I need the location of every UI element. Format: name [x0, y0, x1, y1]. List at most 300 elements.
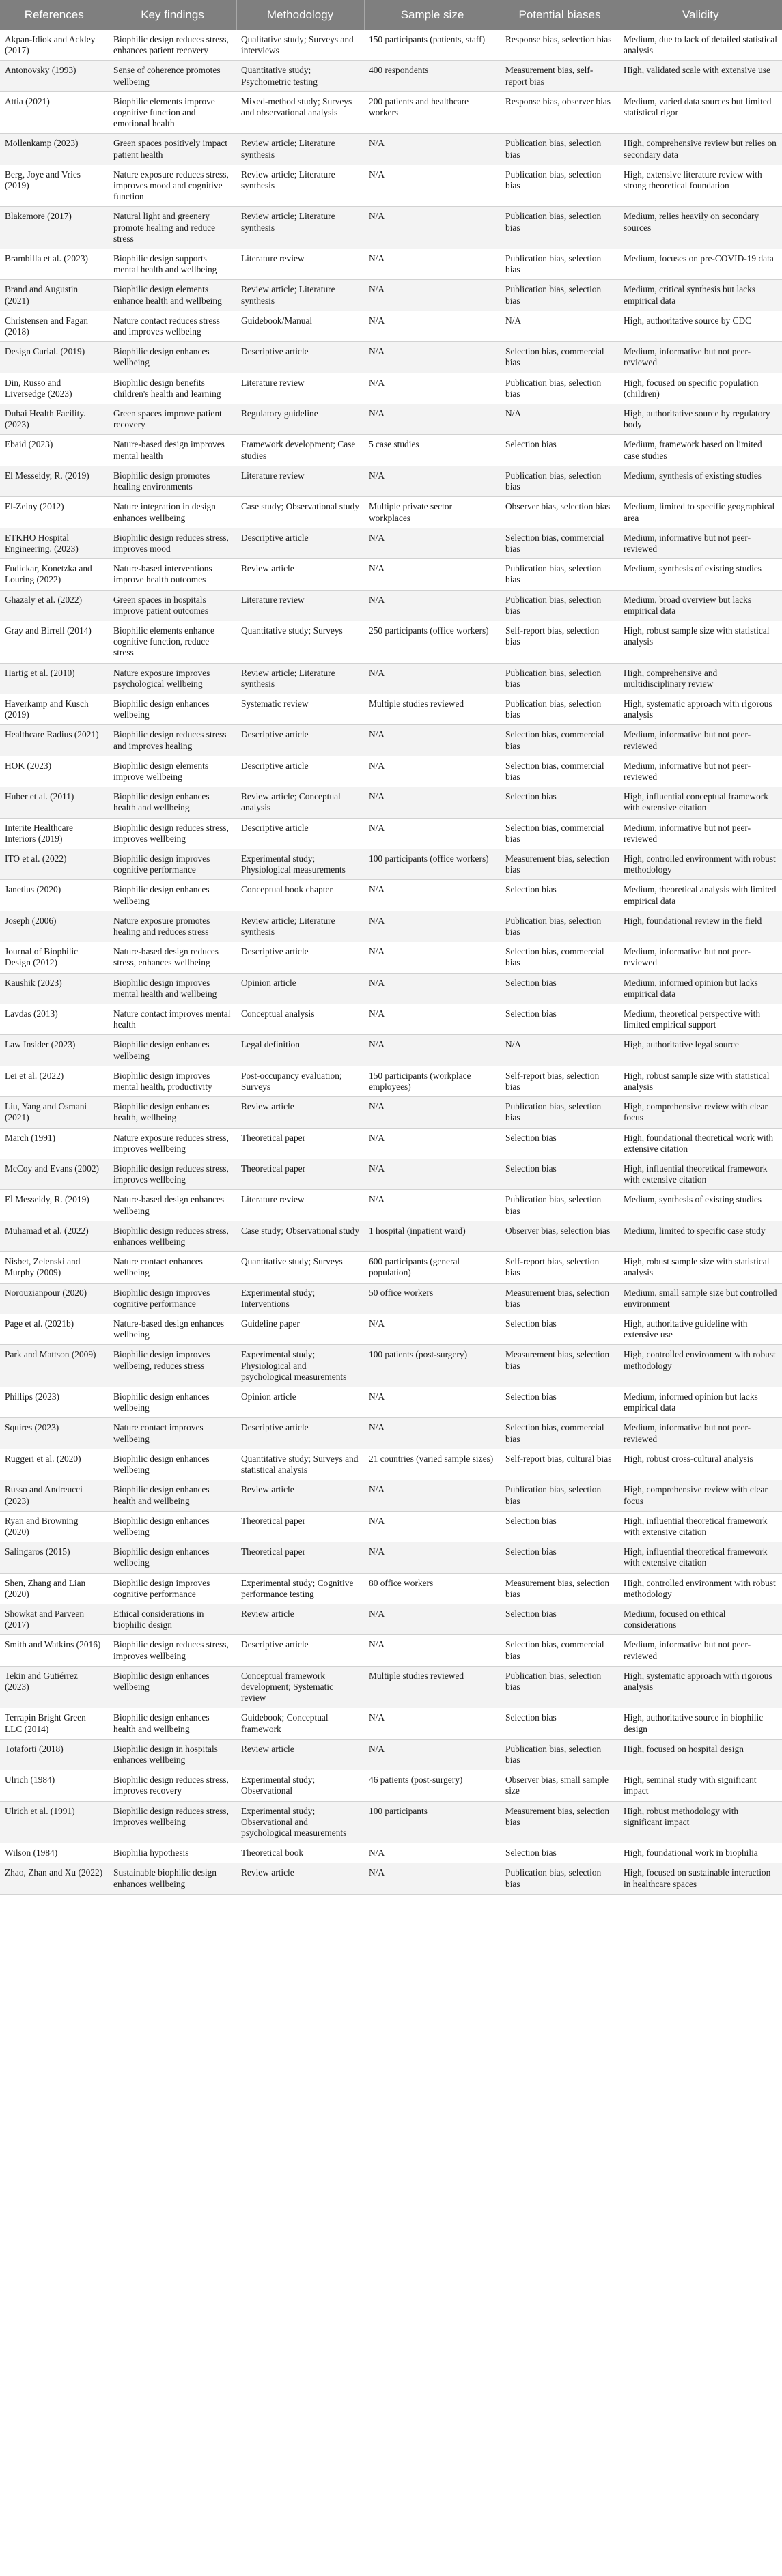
cell-sample-size: 80 office workers [364, 1573, 501, 1604]
cell-validity: High, validated scale with extensive use [619, 61, 782, 91]
cell-potential-biases: Self-report bias, selection bias [501, 621, 619, 663]
cell-sample-size: N/A [364, 942, 501, 973]
cell-potential-biases: N/A [501, 311, 619, 341]
cell-potential-biases: Selection bias [501, 1128, 619, 1159]
table-row [0, 1739, 782, 1770]
cell-potential-biases: Selection bias [501, 1314, 619, 1345]
cell-reference: Page et al. (2021b) [0, 1314, 109, 1345]
cell-methodology: Quantitative study; Surveys [236, 1252, 364, 1283]
cell-key-findings: Nature exposure improves psychological wellbeing [109, 663, 236, 694]
cell-potential-biases: Publication bias, selection bias [501, 911, 619, 942]
table-row [0, 249, 782, 280]
cell-potential-biases: Observer bias, small sample size [501, 1770, 619, 1801]
cell-sample-size: 1 hospital (inpatient ward) [364, 1221, 501, 1251]
cell-sample-size: N/A [364, 466, 501, 496]
cell-sample-size: 400 respondents [364, 61, 501, 91]
cell-sample-size: 46 patients (post-surgery) [364, 1770, 501, 1801]
cell-methodology: Opinion article [236, 1387, 364, 1418]
cell-reference: March (1991) [0, 1128, 109, 1159]
cell-sample-size: Multiple studies reviewed [364, 694, 501, 724]
cell-validity: High, authoritative source by regulatory body [619, 404, 782, 435]
cell-sample-size: 50 office workers [364, 1283, 501, 1314]
cell-methodology: Theoretical paper [236, 1511, 364, 1542]
cell-potential-biases: Publication bias, selection bias [501, 1666, 619, 1708]
cell-key-findings: Nature-based interventions improve health outcomes [109, 559, 236, 590]
cell-potential-biases: N/A [501, 1035, 619, 1066]
cell-methodology: Quantitative study; Surveys and statistical analysis [236, 1449, 364, 1480]
cell-potential-biases: Selection bias [501, 1542, 619, 1573]
cell-methodology: Review article [236, 1480, 364, 1511]
table-row [0, 342, 782, 373]
cell-validity: Medium, framework based on limited case studies [619, 435, 782, 466]
cell-methodology: Literature review [236, 249, 364, 280]
cell-methodology: Theoretical paper [236, 1542, 364, 1573]
cell-methodology: Review article; Literature synthesis [236, 165, 364, 207]
cell-key-findings: Biophilic design improves mental health and wellbeing [109, 973, 236, 1004]
cell-validity: Medium, informative but not peer-reviewed [619, 528, 782, 558]
cell-potential-biases: Selection bias [501, 1604, 619, 1634]
cell-validity: High, controlled environment with robust methodology [619, 1573, 782, 1604]
cell-potential-biases: Publication bias, selection bias [501, 280, 619, 311]
cell-validity: Medium, small sample size but controlled environment [619, 1283, 782, 1314]
cell-key-findings: Green spaces positively impact patient health [109, 134, 236, 165]
cell-sample-size: N/A [364, 1480, 501, 1511]
table-row [0, 497, 782, 528]
cell-potential-biases: Self-report bias, selection bias [501, 1066, 619, 1096]
table-row [0, 1666, 782, 1708]
cell-validity: High, systematic approach with rigorous analysis [619, 694, 782, 724]
cell-methodology: Descriptive article [236, 1418, 364, 1449]
cell-methodology: Quantitative study; Psychometric testing [236, 61, 364, 91]
cell-methodology: Literature review [236, 1190, 364, 1221]
cell-potential-biases: Measurement bias, selection bias [501, 1801, 619, 1843]
cell-reference: Dubai Health Facility. (2023) [0, 404, 109, 435]
cell-methodology: Legal definition [236, 1035, 364, 1066]
cell-reference: Law Insider (2023) [0, 1035, 109, 1066]
cell-key-findings: Biophilic design improves mental health, productivity [109, 1066, 236, 1096]
cell-key-findings: Biophilic design enhances wellbeing [109, 1387, 236, 1418]
cell-validity: High, authoritative guideline with extensive use [619, 1314, 782, 1345]
cell-key-findings: Sustainable biophilic design enhances wellbeing [109, 1863, 236, 1894]
cell-validity: High, focused on specific population (children) [619, 373, 782, 404]
cell-key-findings: Biophilic design reduces stress, enhances wellbeing [109, 1221, 236, 1251]
cell-methodology: Qualitative study; Surveys and interviews [236, 30, 364, 61]
cell-reference: Salingaros (2015) [0, 1542, 109, 1573]
cell-potential-biases: Selection bias, commercial bias [501, 725, 619, 756]
cell-potential-biases: Self-report bias, selection bias [501, 1252, 619, 1283]
cell-key-findings: Nature exposure promotes healing and reduces stress [109, 911, 236, 942]
cell-methodology: Case study; Observational study [236, 1221, 364, 1251]
table-row [0, 373, 782, 404]
cell-reference: Haverkamp and Kusch (2019) [0, 694, 109, 724]
table-row [0, 134, 782, 165]
cell-validity: High, seminal study with significant impact [619, 1770, 782, 1801]
cell-key-findings: Biophilic design enhances wellbeing [109, 1449, 236, 1480]
cell-key-findings: Biophilic design supports mental health and wellbeing [109, 249, 236, 280]
cell-validity: High, controlled environment with robust methodology [619, 1345, 782, 1387]
table-row [0, 725, 782, 756]
cell-sample-size: N/A [364, 1708, 501, 1739]
cell-validity: High, foundational work in biophilia [619, 1843, 782, 1863]
table-row [0, 280, 782, 311]
cell-potential-biases: Measurement bias, selection bias [501, 1345, 619, 1387]
cell-sample-size: 100 participants [364, 1801, 501, 1843]
cell-key-findings: Biophilic design enhances wellbeing [109, 1542, 236, 1573]
cell-reference: Hartig et al. (2010) [0, 663, 109, 694]
cell-potential-biases: Selection bias, commercial bias [501, 942, 619, 973]
cell-key-findings: Biophilic design in hospitals enhances wellbeing [109, 1739, 236, 1770]
cell-sample-size: N/A [364, 1542, 501, 1573]
table-row [0, 1604, 782, 1634]
cell-key-findings: Biophilic design elements enhance health and wellbeing [109, 280, 236, 311]
cell-sample-size: N/A [364, 1314, 501, 1345]
table-row [0, 849, 782, 879]
cell-methodology: Descriptive article [236, 1635, 364, 1666]
table-row [0, 1314, 782, 1345]
cell-reference: Gray and Birrell (2014) [0, 621, 109, 663]
cell-methodology: Experimental study; Observational [236, 1770, 364, 1801]
cell-sample-size: N/A [364, 1190, 501, 1221]
cell-potential-biases: Selection bias [501, 435, 619, 466]
cell-validity: Medium, relies heavily on secondary sources [619, 207, 782, 249]
cell-methodology: Opinion article [236, 973, 364, 1004]
cell-validity: High, comprehensive review with clear focus [619, 1480, 782, 1511]
cell-sample-size: N/A [364, 207, 501, 249]
cell-validity: High, extensive literature review with strong theoretical foundation [619, 165, 782, 207]
table-row [0, 311, 782, 341]
cell-key-findings: Biophilic design improves wellbeing, reduces stress [109, 1345, 236, 1387]
cell-key-findings: Nature-based design improves mental health [109, 435, 236, 466]
cell-potential-biases: Selection bias, commercial bias [501, 528, 619, 558]
cell-reference: Huber et al. (2011) [0, 787, 109, 818]
cell-potential-biases: Selection bias [501, 1004, 619, 1035]
cell-validity: High, comprehensive and multidisciplinary review [619, 663, 782, 694]
table-row [0, 1573, 782, 1604]
table-row [0, 973, 782, 1004]
cell-sample-size: N/A [364, 311, 501, 341]
cell-methodology: Descriptive article [236, 725, 364, 756]
cell-potential-biases: Publication bias, selection bias [501, 1097, 619, 1128]
cell-key-findings: Biophilic design reduces stress, improves wellbeing [109, 1159, 236, 1190]
cell-methodology: Descriptive article [236, 528, 364, 558]
cell-sample-size: N/A [364, 590, 501, 621]
cell-sample-size: N/A [364, 787, 501, 818]
cell-validity: High, robust sample size with statistical analysis [619, 1252, 782, 1283]
cell-reference: Journal of Biophilic Design (2012) [0, 942, 109, 973]
cell-sample-size: N/A [364, 1128, 501, 1159]
cell-reference: Phillips (2023) [0, 1387, 109, 1418]
cell-key-findings: Nature contact improves mental health [109, 1004, 236, 1035]
cell-methodology: Mixed-method study; Surveys and observational analysis [236, 91, 364, 134]
table-row [0, 165, 782, 207]
table-row [0, 590, 782, 621]
header-references: References [0, 0, 109, 30]
cell-sample-size: N/A [364, 1418, 501, 1449]
cell-sample-size: N/A [364, 404, 501, 435]
cell-potential-biases: Publication bias, selection bias [501, 559, 619, 590]
cell-reference: El Messeidy, R. (2019) [0, 1190, 109, 1221]
cell-methodology: Review article; Literature synthesis [236, 207, 364, 249]
header-potential-biases: Potential biases [501, 0, 619, 30]
table-row [0, 756, 782, 787]
cell-potential-biases: Selection bias [501, 1708, 619, 1739]
cell-sample-size: N/A [364, 1035, 501, 1066]
cell-reference: Ryan and Browning (2020) [0, 1511, 109, 1542]
cell-reference: Ulrich et al. (1991) [0, 1801, 109, 1843]
cell-reference: Attia (2021) [0, 91, 109, 134]
cell-key-findings: Nature-based design enhances wellbeing [109, 1190, 236, 1221]
table-row [0, 30, 782, 61]
cell-methodology: Regulatory guideline [236, 404, 364, 435]
table-header [0, 0, 782, 30]
cell-potential-biases: Selection bias [501, 787, 619, 818]
cell-validity: High, influential theoretical framework with extensive citation [619, 1511, 782, 1542]
cell-sample-size: N/A [364, 249, 501, 280]
cell-potential-biases: Publication bias, selection bias [501, 1190, 619, 1221]
cell-sample-size: N/A [364, 1739, 501, 1770]
cell-key-findings: Green spaces in hospitals improve patient outcomes [109, 590, 236, 621]
cell-reference: Brand and Augustin (2021) [0, 280, 109, 311]
cell-validity: Medium, synthesis of existing studies [619, 1190, 782, 1221]
cell-reference: Wilson (1984) [0, 1843, 109, 1863]
cell-validity: Medium, informed opinion but lacks empirical data [619, 1387, 782, 1418]
cell-key-findings: Biophilic design enhances health and wellbeing [109, 787, 236, 818]
cell-sample-size: N/A [364, 1387, 501, 1418]
table-row [0, 1345, 782, 1387]
cell-reference: Ulrich (1984) [0, 1770, 109, 1801]
table-row [0, 818, 782, 849]
cell-validity: High, authoritative legal source [619, 1035, 782, 1066]
cell-sample-size: 100 participants (office workers) [364, 849, 501, 879]
cell-methodology: Review article; Conceptual analysis [236, 787, 364, 818]
cell-validity: Medium, varied data sources but limited statistical rigor [619, 91, 782, 134]
cell-validity: Medium, limited to specific case study [619, 1221, 782, 1251]
cell-validity: Medium, informative but not peer-reviewed [619, 725, 782, 756]
cell-potential-biases: Selection bias, commercial bias [501, 342, 619, 373]
cell-reference: El-Zeiny (2012) [0, 497, 109, 528]
table-row [0, 1387, 782, 1418]
cell-methodology: Guideline paper [236, 1314, 364, 1345]
table-row [0, 942, 782, 973]
cell-sample-size: 200 patients and healthcare workers [364, 91, 501, 134]
cell-methodology: Review article [236, 1097, 364, 1128]
cell-key-findings: Biophilic elements enhance cognitive function, reduce stress [109, 621, 236, 663]
cell-reference: Terrapin Bright Green LLC (2014) [0, 1708, 109, 1739]
header-sample-size: Sample size [364, 0, 501, 30]
cell-key-findings: Biophilic design improves cognitive performance [109, 1283, 236, 1314]
cell-reference: Antonovsky (1993) [0, 61, 109, 91]
cell-potential-biases: Selection bias [501, 1159, 619, 1190]
cell-validity: Medium, informed opinion but lacks empirical data [619, 973, 782, 1004]
cell-potential-biases: Publication bias, selection bias [501, 165, 619, 207]
cell-sample-size: 21 countries (varied sample sizes) [364, 1449, 501, 1480]
cell-potential-biases: Response bias, selection bias [501, 30, 619, 61]
cell-methodology: Descriptive article [236, 818, 364, 849]
cell-reference: Ebaid (2023) [0, 435, 109, 466]
cell-reference: Mollenkamp (2023) [0, 134, 109, 165]
cell-potential-biases: Publication bias, selection bias [501, 134, 619, 165]
cell-potential-biases: Response bias, observer bias [501, 91, 619, 134]
cell-methodology: Descriptive article [236, 342, 364, 373]
cell-sample-size: N/A [364, 818, 501, 849]
table-row [0, 1035, 782, 1066]
cell-validity: High, influential theoretical framework with extensive citation [619, 1542, 782, 1573]
header-methodology: Methodology [236, 0, 364, 30]
cell-methodology: Review article [236, 559, 364, 590]
cell-key-findings: Natural light and greenery promote healing and reduce stress [109, 207, 236, 249]
cell-key-findings: Biophilic design promotes healing environments [109, 466, 236, 496]
cell-potential-biases: Selection bias [501, 1843, 619, 1863]
cell-methodology: Literature review [236, 466, 364, 496]
cell-validity: High, influential conceptual framework with extensive citation [619, 787, 782, 818]
table-row [0, 1449, 782, 1480]
cell-potential-biases: Publication bias, selection bias [501, 373, 619, 404]
cell-validity: High, focused on sustainable interaction in healthcare spaces [619, 1863, 782, 1894]
cell-sample-size: 250 participants (office workers) [364, 621, 501, 663]
cell-reference: Berg, Joye and Vries (2019) [0, 165, 109, 207]
cell-sample-size: N/A [364, 1097, 501, 1128]
cell-methodology: Framework development; Case studies [236, 435, 364, 466]
cell-reference: El Messeidy, R. (2019) [0, 466, 109, 496]
cell-sample-size: N/A [364, 528, 501, 558]
cell-potential-biases: Selection bias, commercial bias [501, 756, 619, 787]
cell-methodology: Review article [236, 1863, 364, 1894]
cell-methodology: Experimental study; Cognitive performance testing [236, 1573, 364, 1604]
cell-validity: High, influential theoretical framework with extensive citation [619, 1159, 782, 1190]
cell-reference: HOK (2023) [0, 756, 109, 787]
header-validity: Validity [619, 0, 782, 30]
cell-reference: Design Curial. (2019) [0, 342, 109, 373]
cell-methodology: Experimental study; Observational and psychological measurements [236, 1801, 364, 1843]
cell-sample-size: N/A [364, 559, 501, 590]
cell-potential-biases: N/A [501, 404, 619, 435]
cell-sample-size: N/A [364, 663, 501, 694]
table-row [0, 404, 782, 435]
cell-validity: Medium, focuses on pre-COVID-19 data [619, 249, 782, 280]
table-row [0, 1252, 782, 1283]
cell-validity: Medium, broad overview but lacks empirical data [619, 590, 782, 621]
table-row [0, 1863, 782, 1894]
cell-key-findings: Ethical considerations in biophilic design [109, 1604, 236, 1634]
table-body [0, 30, 782, 1894]
cell-potential-biases: Measurement bias, selection bias [501, 1573, 619, 1604]
cell-methodology: Quantitative study; Surveys [236, 621, 364, 663]
cell-sample-size: N/A [364, 880, 501, 911]
cell-key-findings: Biophilia hypothesis [109, 1843, 236, 1863]
header-key-findings: Key findings [109, 0, 236, 30]
cell-key-findings: Biophilic elements improve cognitive function and emotional health [109, 91, 236, 134]
header-row [0, 0, 782, 30]
cell-validity: High, robust sample size with statistical analysis [619, 621, 782, 663]
cell-validity: Medium, synthesis of existing studies [619, 559, 782, 590]
cell-sample-size: N/A [364, 280, 501, 311]
cell-sample-size: 100 patients (post-surgery) [364, 1345, 501, 1387]
table-row [0, 1708, 782, 1739]
table-row [0, 1801, 782, 1843]
cell-methodology: Guidebook/Manual [236, 311, 364, 341]
cell-methodology: Review article [236, 1739, 364, 1770]
cell-validity: Medium, informative but not peer-reviewed [619, 756, 782, 787]
cell-methodology: Review article; Literature synthesis [236, 280, 364, 311]
cell-potential-biases: Publication bias, selection bias [501, 1739, 619, 1770]
cell-key-findings: Biophilic design improves cognitive performance [109, 1573, 236, 1604]
cell-methodology: Review article [236, 1604, 364, 1634]
cell-key-findings: Nature exposure reduces stress, improves wellbeing [109, 1128, 236, 1159]
table-row [0, 880, 782, 911]
cell-validity: High, comprehensive review but relies on secondary data [619, 134, 782, 165]
cell-key-findings: Nature contact improves wellbeing [109, 1418, 236, 1449]
cell-key-findings: Nature exposure reduces stress, improves mood and cognitive function [109, 165, 236, 207]
cell-sample-size: N/A [364, 911, 501, 942]
cell-reference: Janetius (2020) [0, 880, 109, 911]
cell-sample-size: Multiple private sector workplaces [364, 497, 501, 528]
cell-potential-biases: Selection bias [501, 1387, 619, 1418]
cell-validity: High, foundational review in the field [619, 911, 782, 942]
table-row [0, 1004, 782, 1035]
table-row [0, 466, 782, 496]
cell-reference: Interite Healthcare Interiors (2019) [0, 818, 109, 849]
cell-reference: Totaforti (2018) [0, 1739, 109, 1770]
cell-methodology: Experimental study; Interventions [236, 1283, 364, 1314]
cell-key-findings: Nature-based design enhances wellbeing [109, 1314, 236, 1345]
cell-potential-biases: Publication bias, selection bias [501, 663, 619, 694]
cell-validity: Medium, informative but not peer-reviewed [619, 1635, 782, 1666]
cell-potential-biases: Measurement bias, selection bias [501, 1283, 619, 1314]
cell-sample-size: N/A [364, 725, 501, 756]
cell-reference: Din, Russo and Liversedge (2023) [0, 373, 109, 404]
cell-reference: Joseph (2006) [0, 911, 109, 942]
table-row [0, 207, 782, 249]
cell-potential-biases: Publication bias, selection bias [501, 694, 619, 724]
cell-validity: Medium, informative but not peer-reviewed [619, 1418, 782, 1449]
table-row [0, 435, 782, 466]
cell-validity: High, robust methodology with significant impact [619, 1801, 782, 1843]
cell-validity: Medium, critical synthesis but lacks empirical data [619, 280, 782, 311]
cell-sample-size: N/A [364, 1843, 501, 1863]
cell-methodology: Conceptual analysis [236, 1004, 364, 1035]
cell-key-findings: Nature contact reduces stress and improves wellbeing [109, 311, 236, 341]
cell-sample-size: N/A [364, 1863, 501, 1894]
cell-sample-size: N/A [364, 1159, 501, 1190]
cell-potential-biases: Publication bias, selection bias [501, 1863, 619, 1894]
cell-key-findings: Biophilic design reduces stress, improves wellbeing [109, 1635, 236, 1666]
cell-reference: Fudickar, Konetzka and Louring (2022) [0, 559, 109, 590]
cell-key-findings: Green spaces improve patient recovery [109, 404, 236, 435]
cell-validity: Medium, theoretical analysis with limited empirical data [619, 880, 782, 911]
table-row [0, 787, 782, 818]
cell-reference: Norouzianpour (2020) [0, 1283, 109, 1314]
cell-validity: High, focused on hospital design [619, 1739, 782, 1770]
cell-potential-biases: Publication bias, selection bias [501, 466, 619, 496]
cell-validity: High, authoritative source in biophilic design [619, 1708, 782, 1739]
cell-key-findings: Biophilic design enhances wellbeing [109, 1035, 236, 1066]
table-row [0, 1066, 782, 1096]
cell-reference: Healthcare Radius (2021) [0, 725, 109, 756]
table-row [0, 1190, 782, 1221]
cell-potential-biases: Observer bias, selection bias [501, 1221, 619, 1251]
cell-validity: High, robust sample size with statistical analysis [619, 1066, 782, 1096]
cell-validity: High, robust cross-cultural analysis [619, 1449, 782, 1480]
cell-methodology: Case study; Observational study [236, 497, 364, 528]
cell-key-findings: Biophilic design reduces stress, enhances patient recovery [109, 30, 236, 61]
cell-key-findings: Biophilic design reduces stress, improves mood [109, 528, 236, 558]
table-row [0, 1770, 782, 1801]
cell-potential-biases: Selection bias [501, 880, 619, 911]
cell-methodology: Literature review [236, 590, 364, 621]
table-row [0, 1128, 782, 1159]
cell-reference: Lei et al. (2022) [0, 1066, 109, 1096]
cell-validity: Medium, focused on ethical considerations [619, 1604, 782, 1634]
